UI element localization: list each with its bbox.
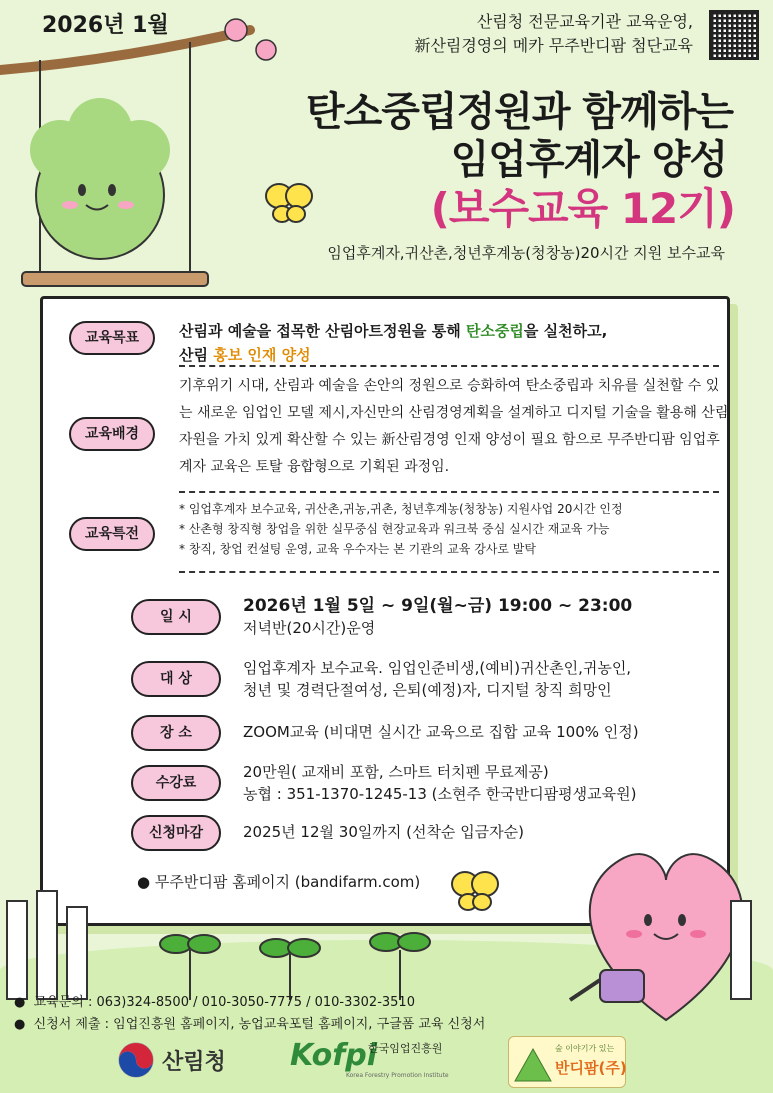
deadline-value: 2025년 12월 30일까지 (선착순 입금자순) [243,823,525,841]
sprouts-illustration [150,920,450,1000]
taegeuk-icon [118,1042,154,1078]
goal-highlight-orange: 홍보 인재 양성 [213,346,311,364]
date-value: 2026년 1월 5일 ~ 9일(월~금) 19:00 ~ 23:00 [243,596,633,616]
feature-item: * 산촌형 창직형 창업을 위한 실무중심 현장교육과 워크북 중심 실시간 재교육 가능 [179,522,610,536]
fee-line-1: 20만원( 교재비 포함, 스마트 터치펜 무료제공) [243,763,549,781]
logo-kofpi-mark: Kofpi [290,1038,378,1073]
target-line-1: 임업후계자 보수교육. 임업인준비생,(예비)귀산촌인,귀농인, [243,659,632,677]
submit-line: ● 신청서 제출 : 임업진흥원 홈페이지, 농업교육포털 홈페이지, 구글폼 교육 신청서 [14,1017,486,1032]
fee-label: 수강료 [131,765,221,801]
swing-character-illustration [0,0,300,300]
website-text[interactable]: 무주반디팜 홈페이지 (bandifarm.com) [154,873,421,891]
background-text: 기후위기 시대, 산림과 예술을 손안의 정원으로 승화하여 탄소중립과 치유를 실천할 수 있는 새로운 임업인 모델 제시,자신만의 산림경영계획을 설계하고 디지털 기술을 활용해 산림자원을 가치 있게 확산할 수 있는 新산림경영 인재 양성이 필요 함으로 무주반디팜 임업후계자 교육은 토탈 융합형으로 기획된 과정임. [179,378,729,475]
fee-info [243,761,636,805]
qr-code-icon[interactable] [709,10,759,60]
butterfly-icon [450,868,500,912]
title-line-2: 임업후계자 양성 [450,137,727,183]
target-label: 대 상 [131,661,221,697]
date-info [243,595,632,639]
fence-left [0,880,90,1000]
goal-text [179,319,719,367]
title-line-1: 탄소중립정원과 함께하는 [306,89,733,135]
butterfly-icon [264,180,314,224]
organizer-text [414,10,693,58]
feature-item: * 임업후계자 보수교육, 귀산촌,귀농,귀촌, 청년후계농(청창농) 지원사업 20시간 인정 [179,502,623,516]
logo-forest-service-text: 산림청 [162,1049,226,1075]
divider [179,571,719,573]
mountain-icon [513,1043,553,1083]
logo-bandifarm-tagline: 숲 이야기가 있는 [555,1044,615,1053]
features-label: 교육특전 [69,517,155,551]
title-line-3: (보수교육 12기) [430,184,735,233]
goal-text-part-1: 산림과 예술을 접목한 산림아트정원을 통해 [179,322,466,340]
deadline-label: 신청마감 [131,815,221,851]
logo-bandifarm-name: 반디팜(주) [555,1059,627,1077]
logo-kofpi [290,1038,449,1079]
fence-right [720,900,773,1000]
features-list [179,499,729,559]
goal-highlight-green: 탄소중립 [465,322,524,340]
place-value: ZOOM교육 (비대면 실시간 교육으로 집합 교육 100% 인정) [243,723,639,741]
contact-text: 교육문의 : 063)324-8500 / 010-3050-7775 / 010-3302-3510 [33,995,415,1010]
goal-text-part-2: 을 실천하고, [523,322,608,340]
place-label: 장 소 [131,715,221,751]
logo-forest-service [118,1042,226,1078]
fee-line-2: 농협 : 351-1370-1245-13 (소현주 한국반디팜평생교육원) [243,785,637,803]
subtitle: 임업후계자,귀산촌,청년후계농(청창농)20시간 지원 보수교육 [327,244,725,262]
logo-kofpi-sub: Korea Forestry Promotion Institute [346,1072,449,1079]
target-line-2: 청년 및 경력단절여성, 은퇴(예정)자, 디지털 창직 희망인 [243,681,612,699]
date-label: 일 시 [131,599,221,635]
organizer-line-1: 산림청 전문교육기관 교육운영, [476,12,693,31]
logo-bar [0,1030,773,1093]
issue-date: 2026년 1월 [42,13,169,38]
logo-bandifarm [508,1036,626,1088]
target-info [243,657,631,701]
organizer-line-2: 新산림경영의 메카 무주반디팜 첨단교육 [414,36,693,55]
date-sub: 저녁반(20시간)운영 [243,619,376,637]
goal-text-part-3: 산림 [179,346,214,364]
feature-item: * 창직, 창업 컨설팅 운영, 교육 우수자는 본 기관의 교육 강사로 발탁 [179,542,536,556]
goal-label: 교육목표 [69,321,155,355]
divider [179,365,719,367]
submit-text: 신청서 제출 : 임업진흥원 홈페이지, 농업교육포털 홈페이지, 구글폼 교육 신청서 [33,1017,486,1032]
website-link[interactable]: ● 무주반디팜 홈페이지 (bandifarm.com) [137,873,421,891]
divider [179,491,719,493]
contact-line: ● 교육문의 : 063)324-8500 / 010-3050-7775 / 010-3302-3510 [14,995,415,1010]
background-label: 교육배경 [69,417,155,451]
logo-kofpi-name: 한국임업진흥원 [368,1042,443,1055]
